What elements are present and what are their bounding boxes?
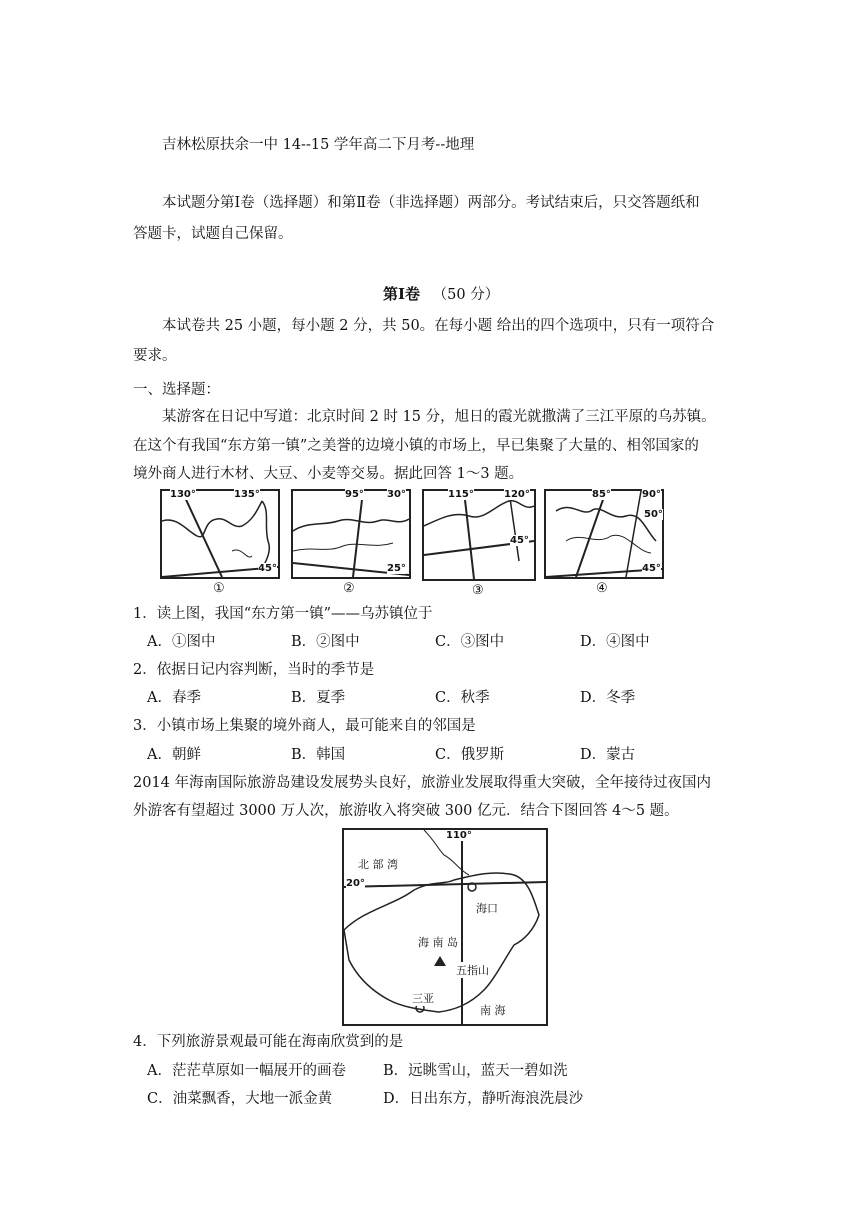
question-stem: 3．小镇市场上集聚的境外商人，最可能来自的邻国是 [133, 718, 476, 734]
passage-line: 在这个有我国“东方第一镇”之美誉的边境小镇的市场上，早已集聚了大量的、相邻国家的 [133, 438, 699, 454]
map-figure-3 [422, 489, 536, 581]
answer-option: C．③图中 [435, 634, 505, 650]
answer-option: B．②图中 [291, 634, 360, 650]
answer-option: A．春季 [147, 690, 201, 706]
map-caption: ② [343, 581, 355, 596]
answer-option: B．夏季 [291, 690, 346, 706]
mountain-label: 五指山 [456, 964, 489, 977]
answer-option: A．朝鲜 [147, 747, 201, 763]
gulf-label: 北 部 湾 [358, 858, 398, 871]
answer-option: C．秋季 [435, 690, 490, 706]
section-description-cont: 要求。 [133, 348, 177, 364]
passage-line: 境外商人进行木材、大豆、小麦等交易。据此回答 1～3 题。 [133, 466, 524, 482]
map-caption: ④ [596, 581, 608, 596]
map-label: 95° [345, 489, 364, 500]
map-label: 115° [448, 489, 474, 500]
section-heading [383, 284, 499, 305]
answer-option: B．远眺雪山，蓝天一碧如洗 [383, 1063, 568, 1079]
passage-line: 某游客在日记中写道：北京时间 2 时 15 分，旭日的霞光就撒满了三江平原的乌苏镇。 [162, 409, 716, 425]
section-title: 第Ⅰ卷 [383, 285, 421, 303]
map-label: 130° [170, 489, 196, 500]
answer-option: D．蒙古 [580, 747, 636, 763]
map-label: 85° [592, 489, 611, 500]
island-label: 海 南 岛 [418, 936, 458, 949]
map-label: 50° [644, 509, 663, 520]
map-label: 25° [387, 563, 406, 574]
passage-line: 2014 年海南国际旅游岛建设发展势头良好，旅游业发展取得重大突破，全年接待过夜国内 [133, 775, 712, 791]
part-label: 一、选择题： [133, 382, 220, 398]
intro-text: 本试题分第Ⅰ卷（选择题）和第Ⅱ卷（非选择题）两部分。考试结束后，只交答题纸和 [162, 195, 700, 211]
map-caption: ① [213, 581, 225, 596]
page-title: 吉林松原扶余一中 14--15 学年高二下月考--地理 [162, 137, 475, 153]
answer-option: D．④图中 [580, 634, 650, 650]
map-figure-2 [291, 489, 411, 579]
question-stem: 4．下列旅游景观最可能在海南欣赏到的是 [133, 1034, 404, 1050]
map-caption: ③ [472, 583, 484, 598]
answer-option: D．日出东方，静听海浪洗晨沙 [383, 1091, 584, 1107]
city-label-sanya: 三亚 [412, 992, 434, 1005]
map-figure-4 [544, 489, 664, 579]
map-label: 30° [387, 489, 406, 500]
intro-text-cont: 答题卡，试题自己保留。 [133, 226, 293, 242]
answer-option: C．油菜飘香，大地一派金黄 [147, 1091, 333, 1107]
map-label: 135° [234, 489, 260, 500]
longitude-label: 110° [446, 830, 472, 841]
map-label: 45° [258, 563, 277, 574]
city-label-haikou: 海口 [476, 902, 498, 915]
map-figure-1 [160, 489, 280, 579]
answer-option: C．俄罗斯 [435, 747, 505, 763]
answer-option: A．茫茫草原如一幅展开的画卷 [147, 1063, 346, 1079]
answer-option: A．①图中 [147, 634, 216, 650]
map-label: 90° [642, 489, 661, 500]
answer-option: B．韩国 [291, 747, 346, 763]
answer-option: D．冬季 [580, 690, 636, 706]
section-points: （50 分） [432, 287, 500, 303]
latitude-label: 20° [346, 878, 365, 889]
hainan-map [342, 828, 548, 1026]
passage-line: 外游客有望超过 3000 万人次，旅游收入将突破 300 亿元．结合下图回答 4～5 题。 [133, 803, 679, 819]
question-stem: 2．依据日记内容判断，当时的季节是 [133, 662, 375, 678]
sea-label: 南 海 [480, 1004, 506, 1017]
map-label: 45° [642, 563, 661, 574]
question-stem: 1．读上图，我国“东方第一镇”——乌苏镇位于 [133, 606, 433, 622]
map-label: 120° [504, 489, 530, 500]
map-label: 45° [510, 535, 529, 546]
section-description: 本试卷共 25 小题，每小题 2 分，共 50。在每小题 给出的四个选项中，只有一项符合 [162, 318, 715, 334]
